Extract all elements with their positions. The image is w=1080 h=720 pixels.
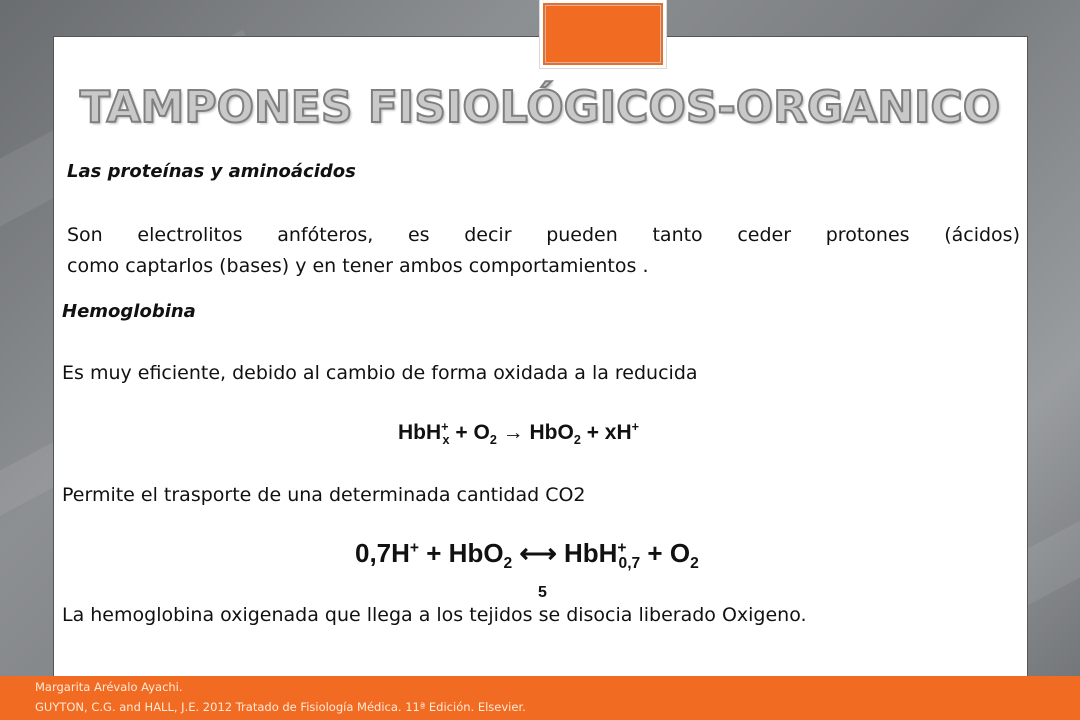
eq1-h-sup: + (631, 420, 639, 434)
footer-bar (0, 676, 1080, 720)
proteins-text-line2: como captarlos (bases) y en tener ambos comportamientos . (67, 255, 649, 277)
eq2-tail: + O (640, 538, 691, 568)
eq2-arrow: ⟷ (512, 538, 564, 568)
eq2-sub07: 0,7 (618, 555, 641, 573)
footer-author: Margarita Arévalo Ayachi. (35, 680, 183, 694)
eq2-lead: 0,7H (355, 538, 410, 568)
proteins-heading: Las proteínas y aminoácidos (67, 161, 356, 182)
hemoglobin-equation-1 (398, 420, 639, 447)
eq1-plus-sup: + (441, 420, 449, 434)
eq2-mid: + HbO (419, 538, 504, 568)
slide-title: TAMPONES FISIOLÓGICOS-ORGANICO (79, 82, 1001, 133)
accent-box (540, 0, 666, 68)
hemoglobin-text-1: Es muy eficiente, debido al cambio de forma oxidada a la reducida (62, 362, 698, 384)
eq1-hbh: HbH (398, 421, 442, 444)
hemoglobin-text-3: La hemoglobina oxigenada que llega a los tejidos se disocia liberado Oxigeno. (62, 604, 807, 626)
eq2-sup2: + (617, 539, 627, 557)
eq1-two-b: 2 (573, 433, 581, 448)
eq2-hbh: HbH (563, 538, 618, 568)
eq1-arrow: → (496, 421, 530, 444)
eq2-sup1: + (409, 539, 420, 557)
eq2-sub2: 2 (503, 555, 513, 573)
hemoglobin-equation-2 (355, 538, 699, 573)
page-number: 5 (538, 584, 547, 601)
proteins-text-line1: Son electrolitos anfóteros, es decir pueden tanto ceder protones (ácidos) (67, 224, 1020, 246)
eq1-x-sub: x (442, 433, 450, 448)
eq2-sub2b: 2 (690, 555, 699, 573)
hemoglobin-text-2: Permite el trasporte de una determinada cantidad CO2 (62, 484, 586, 506)
eq1-two: 2 (489, 433, 497, 448)
hemoglobin-heading: Hemoglobina (62, 301, 196, 322)
eq1-hbo2: HbO (529, 421, 574, 444)
eq1-o2: + O (449, 421, 490, 444)
eq1-xh: + xH (580, 421, 632, 444)
footer-reference: GUYTON, C.G. and HALL, J.E. 2012 Tratado de Fisiología Médica. 11ª Edición. Elsevier. (35, 700, 526, 714)
